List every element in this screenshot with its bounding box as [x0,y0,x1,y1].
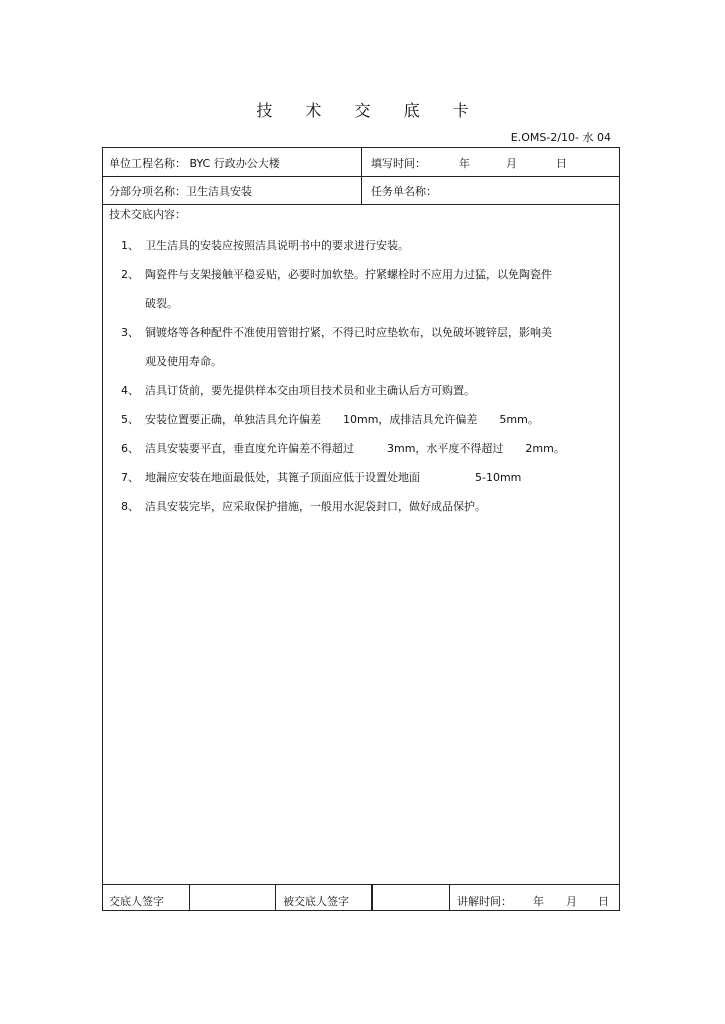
item-number: 5、 [121,413,139,426]
explain-month-label: 月 [566,895,577,908]
item-text: 洁具安装要平直，垂直度允许偏差不得超过 3mm，水平度不得超过 2mm。 [145,442,565,455]
receiver-signature-label: 被交底人签字 [283,895,349,908]
item-number: 4、 [121,384,139,397]
content-list [121,231,601,521]
item-number: 1、 [121,239,139,252]
document-title: 技 术 交 底 卡 [256,101,483,120]
item-text: 铜镀烙等各种配件不准使用管钳拧紧，不得已时应垫软布，以免破坏镀锌层，影响美 [145,326,552,339]
item-text: 卫生洁具的安装应按照洁具说明书中的要求进行安装。 [145,239,409,252]
column-divider [449,884,450,911]
list-item [121,434,601,463]
column-divider [275,884,276,911]
list-item [121,492,601,521]
item-text: 洁具订货前，要先提供样本交由项目技术员和业主确认后方可购置。 [145,384,475,397]
sub-project-name: 分部分项名称：卫生洁具安装 [109,185,252,198]
fill-year-label: 年 [459,157,470,170]
unit-project-name: 单位工程名称： BYC 行政办公大楼 [109,157,280,170]
item-number: 3、 [121,326,139,339]
giver-signature-field[interactable] [192,887,272,908]
column-divider [371,884,373,911]
fill-day-label: 日 [556,157,567,170]
item-text: 陶瓷件与支架接触平稳妥贴，必要时加软垫。拧紧螺栓时不应用力过猛，以免陶瓷件 [145,268,552,281]
footer-divider [103,884,619,885]
fill-time-label: 填写时间： [371,157,426,170]
receiver-signature-field[interactable] [375,887,445,908]
task-name-label: 任务单名称： [371,185,437,198]
list-item [121,318,601,376]
fill-month-label: 月 [506,157,517,170]
column-divider [361,148,362,204]
document-code: E.OMS-2/10- 水 04 [510,131,611,144]
item-text: 安装位置要正确，单独洁具允许偏差 10mm，成排洁具允许偏差 5mm。 [145,413,539,426]
item-text-continued: 破裂。 [145,297,178,310]
explain-year-label: 年 [533,895,544,908]
list-item [121,376,601,405]
list-item [121,463,601,492]
item-text-continued: 观及使用寿命。 [145,355,222,368]
giver-signature-label: 交底人签字 [109,895,164,908]
disclosure-form [102,147,620,911]
explain-time-label: 讲解时间： [457,895,512,908]
column-divider [189,884,190,911]
item-number: 6、 [121,442,139,455]
list-item [121,260,601,318]
list-item [121,405,601,434]
item-number: 8、 [121,500,139,513]
explain-day-label: 日 [598,895,609,908]
item-text: 地漏应安装在地面最低处，其篦子顶面应低于设置处地面 5-10mm [145,471,522,484]
item-number: 2、 [121,268,139,281]
item-text: 洁具安装完毕，应采取保护措施，一般用水泥袋封口，做好成品保护。 [145,500,486,513]
list-item [121,231,601,260]
item-number: 7、 [121,471,139,484]
content-label: 技术交底内容： [109,208,186,221]
row-divider [103,204,619,205]
